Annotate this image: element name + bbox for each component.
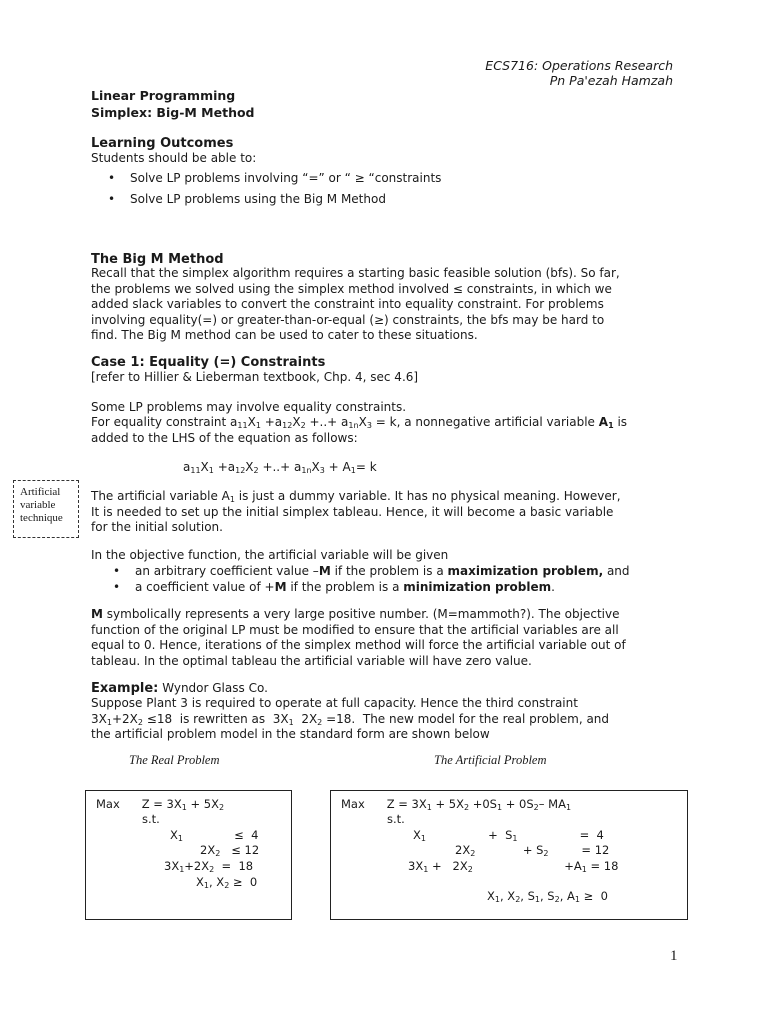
- case1-para-4: In the objective function, the artificial variable will be given: [91, 548, 449, 562]
- example-heading: Example: Wyndor Glass Co.: [91, 681, 268, 696]
- objective-item: • an arbitrary coefficient value –M if the problem is a maximization problem, and: [113, 564, 630, 578]
- outcome-item: • Solve LP problems involving “=” or “ ≥ “constraints: [108, 171, 442, 185]
- real-st: s.t.: [142, 812, 160, 826]
- case1-para-2: For equality constraint $a_{11}X_1 +a_{12}X_2$ +..+ $a_{1n}X_3 = k$, a nonnegative artificial variable $A_1$ is added to the LHS of the equation as follows:: [91, 415, 628, 445]
- artificial-problem-box: [330, 790, 688, 920]
- bigm-heading: The Big M Method: [91, 252, 224, 267]
- artificial-constraint-2: $2X_2$ + $S_2$ = 12: [455, 843, 610, 858]
- outcomes-heading: Learning Outcomes: [91, 136, 234, 151]
- artificial-st: s.t.: [387, 812, 405, 826]
- real-problem-box: [85, 790, 292, 920]
- real-constraint-2: $2X_2 \le 12$: [200, 843, 260, 858]
- artificial-objective: Max $Z = 3X_1 + 5X_2 +0S_1 + 0S_2-$ $MA_1$: [341, 797, 572, 812]
- page-number: 1: [670, 948, 678, 964]
- case1-para-1: Some LP problems may involve equality constraints.: [91, 400, 407, 414]
- objective-item: • a coefficient value of +M if the problem is a minimization problem.: [113, 580, 555, 594]
- artificial-nonneg: $X_1$, $X_2$, $S_1$, $S_2$, $A_1 \ge 0$: [487, 889, 608, 904]
- real-nonneg: $X_1$, $X_2 \ge 0$: [196, 875, 258, 890]
- case1-heading: Case 1: Equality (=) Constraints: [91, 355, 326, 370]
- equation-artificial: $a_{11}X_1 +a_{12}X_2$ +..+ $a_{1n}X_3 + A_1= k$: [183, 460, 377, 475]
- case1-para-3: The artificial variable $A_1$ is just a dummy variable. It has no physical meaning. However, It is needed to set up the initial simplex tableau. Hence, it will become a basic variable for the initial solution.: [91, 489, 621, 534]
- case1-para-5: M symbolically represents a very large positive number. (M=mammoth?). The objective function of the original LP must be modified to ensure that the artificial variables are all equal to 0. Hence, iterations of the simplex method will force the artificial variable out of tableau. In the optimal tableau the artificial variable will have zero value.: [91, 607, 626, 668]
- sidenote-box: Artificial variable technique: [13, 480, 79, 538]
- real-problem-caption: The Real Problem: [129, 753, 220, 767]
- real-objective: Max $Z = 3X_1 + 5X_2$: [96, 797, 225, 812]
- bigm-paragraph: Recall that the simplex algorithm requires a starting basic feasible solution (bfs). So far, the problems we solved using the simplex method involved ≤ constraints, in which we added slack variables to convert the constraint into equality constraint. For problems involving equality(=) or greater-than-or-equal (≥) constraints, the bfs may be hard to find. The Big M method can be used to cater to these situations.: [91, 266, 620, 342]
- artificial-constraint-1: $X_1$ + $S_1$ = 4: [413, 828, 604, 843]
- case1-reference: [refer to Hillier & Lieberman textbook, Chp. 4, sec 4.6]: [91, 370, 419, 384]
- title-line-1: Linear Programming: [91, 88, 236, 103]
- title-line-2: Simplex: Big-M Method: [91, 105, 255, 120]
- artificial-constraint-3: $3X_1 + 2X_2$ $+A_1 = 18$: [408, 859, 619, 874]
- doc-title: [91, 87, 255, 121]
- real-constraint-3: $3X_1+2X_2 = 18$: [164, 859, 254, 874]
- outcome-item: • Solve LP problems using the Big M Method: [108, 192, 386, 206]
- real-constraint-1: $X_1$ ≤ 4: [170, 828, 259, 843]
- course-header: [485, 58, 673, 88]
- artificial-problem-caption: The Artificial Problem: [434, 753, 547, 767]
- outcomes-intro: Students should be able to:: [91, 151, 257, 165]
- author-name: Pn Pa'ezah Hamzah: [549, 73, 673, 88]
- course-title: ECS716: Operations Research: [485, 58, 673, 73]
- example-paragraph: Suppose Plant 3 is required to operate at full capacity. Hence the third constraint $3X_1+2X_2 \le 18$ is rewritten as $3X_1$ $2X_2 =18$. The new model for the real problem, and the artificial problem model in the standard form are shown below: [91, 696, 610, 741]
